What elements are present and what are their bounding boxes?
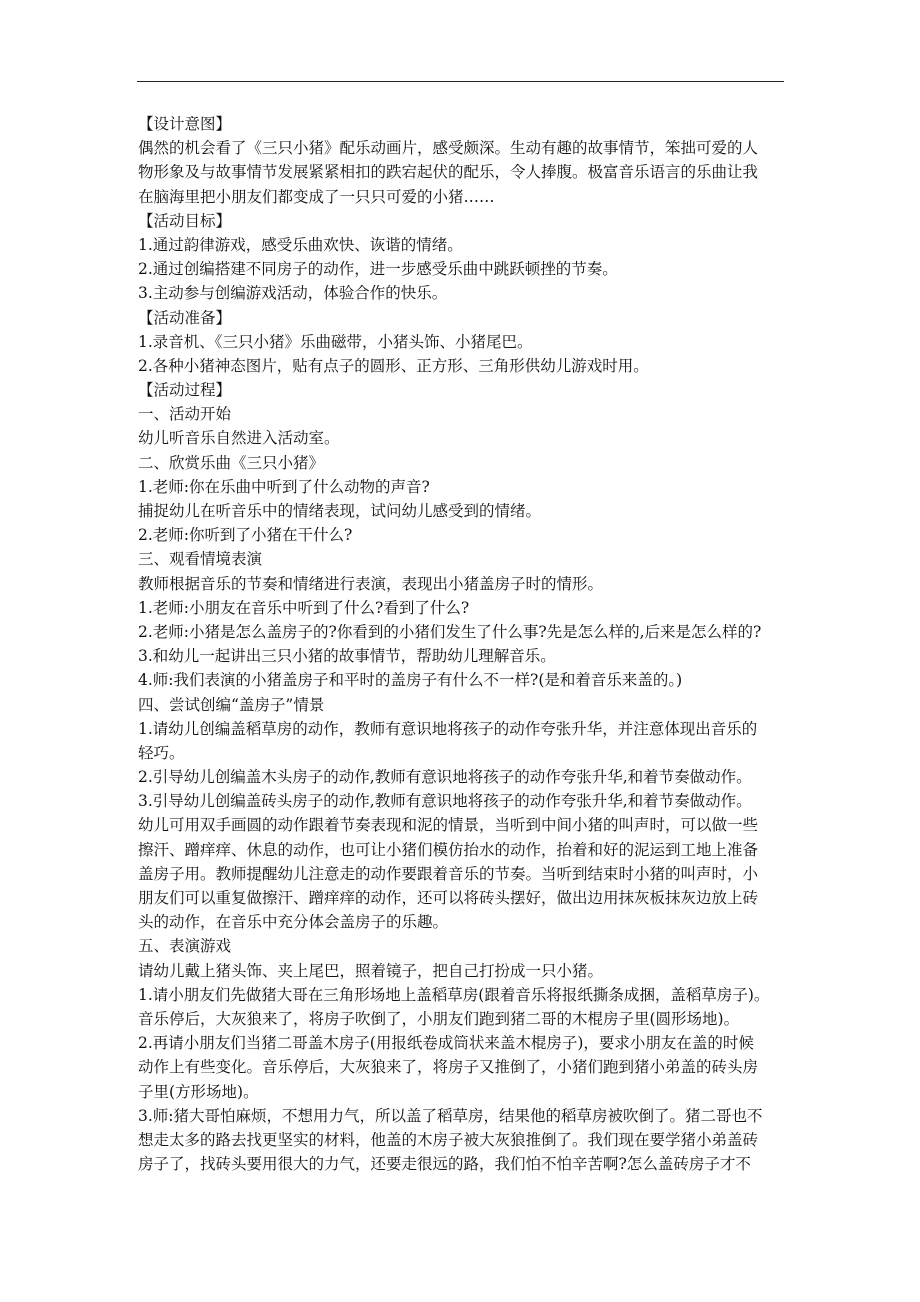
text-line: 【活动准备】 [138,308,232,327]
text-line: 物形象及与故事情节发展紧紧相扣的跌宕起伏的配乐，令人捧腹。极富音乐语言的乐曲让我 [138,163,759,182]
text-line: 2.老师:你听到了小猪在干什么? [138,526,353,545]
text-line: 幼儿听音乐自然进入活动室。 [138,429,340,448]
text-line: 2.引导幼儿创编盖木头房子的动作,教师有意识地将孩子的动作夸张升华,和着节奏做动作。 [138,768,752,787]
header-rule [137,81,784,82]
text-line: 盖房子用。教师提醒幼儿注意走的动作要跟着音乐的节奏。当听到结束时小猪的叫声时，小 [138,864,759,883]
text-line: 【活动过程】 [138,381,232,400]
text-line: 动作上有些变化。音乐停后，大灰狼来了，将房子又推倒了，小猪们跑到猪小弟盖的砖头房 [138,1058,759,1077]
text-line: 2.各种小猪神态图片，贴有点子的圆形、正方形、三角形供幼儿游戏时用。 [138,356,649,375]
text-line: 五、表演游戏 [138,937,232,956]
text-line: 轻巧。 [138,743,185,762]
text-line: 3.引导幼儿创编盖砖头房子的动作,教师有意识地将孩子的动作夸张升华,和着节奏做动作。 [138,792,752,811]
document-body [138,112,788,1176]
text-line: 四、尝试创编“盖房子”情景 [138,695,325,714]
text-line: 4.师:我们表演的小猪盖房子和平时的盖房子有什么不一样?(是和着音乐来盖的。) [138,671,683,690]
text-line: 1.老师:你在乐曲中听到了什么动物的声音? [138,477,430,496]
text-line: 3.师:猪大哥怕麻烦，不想用力气，所以盖了稻草房，结果他的稻草房被吹倒了。猪二哥也不 [138,1106,763,1125]
text-line: 请幼儿戴上猪头饰、夹上尾巴，照着镜子，把自己打扮成一只小猪。 [138,961,604,980]
text-line: 三、观看情境表演 [138,550,263,569]
text-line: 幼儿可用双手画圆的动作跟着节奏表现和泥的情景，当听到中间小猪的叫声时，可以做一些 [138,816,759,835]
text-line: 朋友们可以重复做擦汗、蹭痒痒的动作，还可以将砖头摆好，做出边用抹灰板抹灰边放上砖 [138,889,759,907]
text-line: 偶然的机会看了《三只小猪》配乐动画片，感受颇深。生动有趣的故事情节，笨拙可爱的人 [138,139,759,158]
text-line: 捕捉幼儿在听音乐中的情绪表现，试问幼儿感受到的情绪。 [138,502,542,520]
text-line: 头的动作，在音乐中充分体会盖房子的乐趣。 [138,913,449,932]
text-line: 【活动目标】 [138,211,232,230]
text-line: 【设计意图】 [138,115,232,133]
text-line: 二、欣赏乐曲《三只小猪》 [138,453,325,472]
text-line: 1.老师:小朋友在音乐中听到了什么?看到了什么? [138,598,470,617]
text-line: 2.老师:小猪是怎么盖房子的?你看到的小猪们发生了什么事?先是怎么样的,后来是怎么样的? [138,622,762,641]
text-line: 在脑海里把小朋友们都变成了一只只可爱的小猪…… [138,187,495,206]
text-line: 1.录音机、《三只小猪》乐曲磁带，小猪头饰、小猪尾巴。 [138,332,533,351]
text-line: 2.通过创编搭建不同房子的动作，进一步感受乐曲中跳跃顿挫的节奏。 [138,260,618,279]
text-line: 想走太多的路去找更坚实的材料，他盖的木房子被大灰狼推倒了。我们现在要学猪小弟盖砖 [138,1130,759,1149]
text-line: 1.通过韵律游戏，感受乐曲欢快、诙谐的情绪。 [138,235,463,254]
text-line: 3.和幼儿一起讲出三只小猪的故事情节，帮助幼儿理解音乐。 [138,647,556,666]
text-line: 房子了，找砖头要用很大的力气，还要走很远的路，我们怕不怕辛苦啊?怎么盖砖房子才不 [138,1155,751,1174]
text-line: 1.请小朋友们先做猪大哥在三角形场地上盖稻草房(跟着音乐将报纸撕条成捆，盖稻草房子)。 [138,985,770,1004]
text-line: 子里(方形场地)。 [138,1082,259,1101]
text-line: 擦汗、蹭痒痒、休息的动作，也可让小猪们模仿抬水的动作，抬着和好的泥运到工地上准备 [138,840,759,859]
text-line: 一、活动开始 [138,405,232,424]
text-line: 3.主动参与创编游戏活动，体验合作的快乐。 [138,284,448,303]
text-line: 1.请幼儿创编盖稻草房的动作，教师有意识地将孩子的动作夸张升华，并注意体现出音乐的 [138,719,758,738]
text-line: 音乐停后，大灰狼来了，将房子吹倒了，小朋友们跑到猪二哥的木棍房子里(圆形场地)。 [138,1009,740,1028]
text-line: 教师根据音乐的节奏和情绪进行表演，表现出小猪盖房子时的情形。 [138,574,604,593]
text-line: 2.再请小朋友们当猪二哥盖木房子(用报纸卷成筒状来盖木棍房子)，要求小朋友在盖的时候 [138,1034,754,1053]
